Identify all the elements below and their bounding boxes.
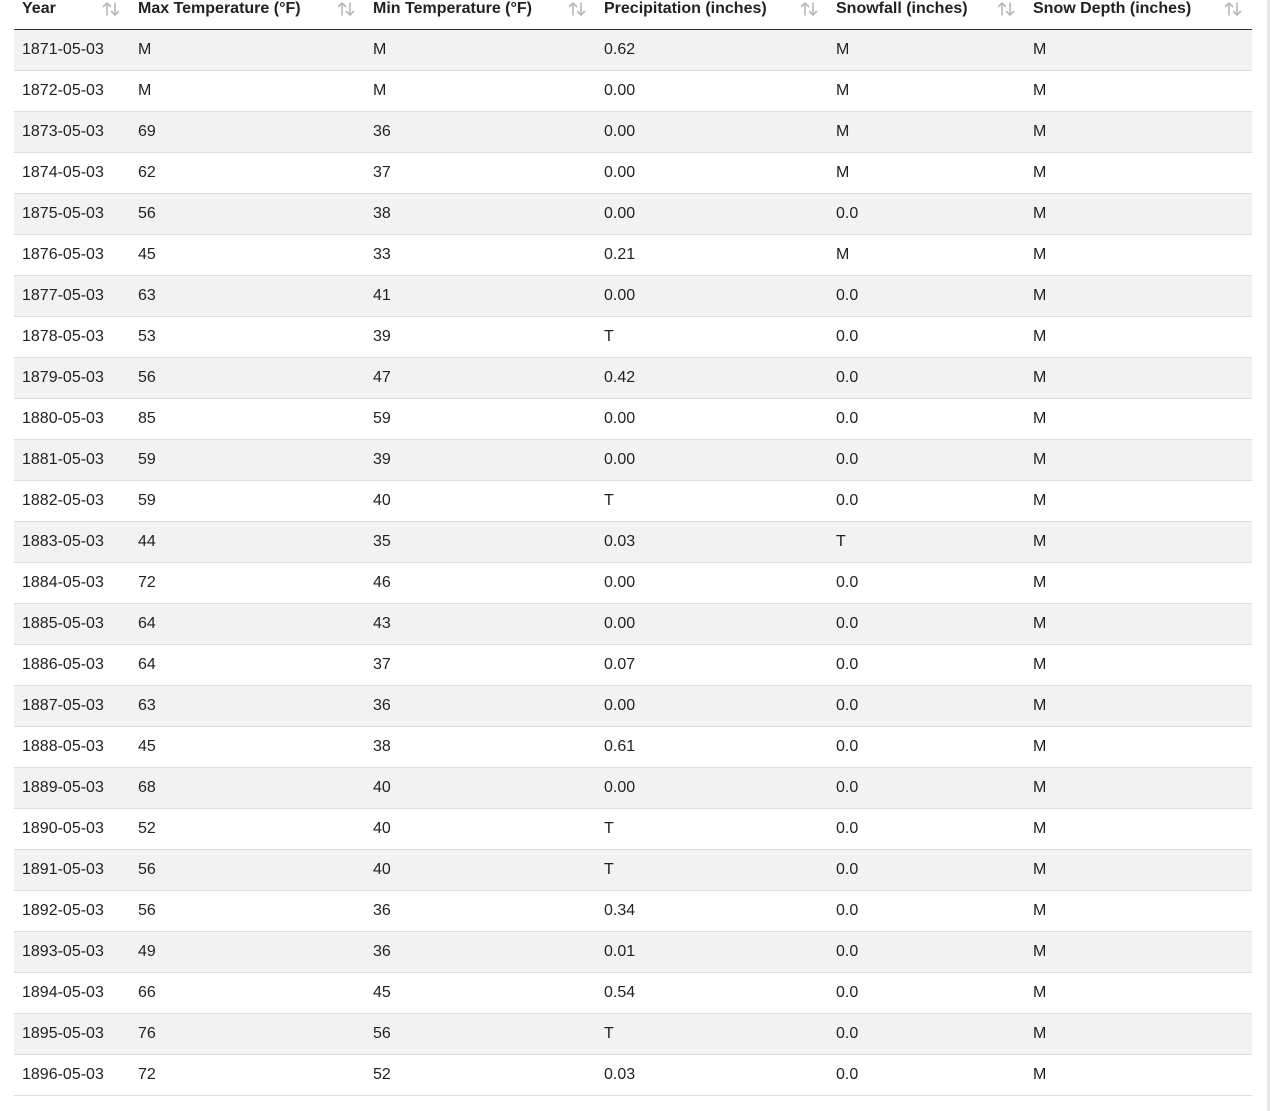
cell-snowfall: 0.0 bbox=[828, 972, 1025, 1013]
cell-precipitation: T bbox=[596, 1013, 828, 1054]
cell-max-temperature: 72 bbox=[130, 562, 365, 603]
cell-min-temperature: 37 bbox=[365, 152, 596, 193]
cell-snowfall: M bbox=[828, 234, 1025, 275]
table-header-row bbox=[14, 0, 1252, 29]
cell-min-temperature: 36 bbox=[365, 685, 596, 726]
cell-max-temperature: 85 bbox=[130, 398, 365, 439]
cell-year: 1888-05-03 bbox=[14, 726, 130, 767]
cell-max-temperature: 76 bbox=[130, 1013, 365, 1054]
cell-precipitation: 0.00 bbox=[596, 152, 828, 193]
column-header-label: Precipitation (inches) bbox=[604, 0, 767, 18]
sort-arrows-icon[interactable] bbox=[1224, 1, 1242, 17]
cell-snow-depth: M bbox=[1025, 972, 1252, 1013]
column-header-label: Snowfall (inches) bbox=[836, 0, 968, 18]
cell-precipitation: T bbox=[596, 316, 828, 357]
cell-max-temperature: 72 bbox=[130, 1054, 365, 1095]
cell-snow-depth: M bbox=[1025, 480, 1252, 521]
cell-min-temperature: 41 bbox=[365, 275, 596, 316]
cell-max-temperature: 68 bbox=[130, 767, 365, 808]
cell-precipitation: 0.03 bbox=[596, 1054, 828, 1095]
cell-precipitation: 0.00 bbox=[596, 439, 828, 480]
cell-min-temperature: M bbox=[365, 70, 596, 111]
cell-precipitation: 0.00 bbox=[596, 603, 828, 644]
cell-min-temperature: 43 bbox=[365, 603, 596, 644]
cell-precipitation: 0.03 bbox=[596, 521, 828, 562]
cell-snowfall: M bbox=[828, 29, 1025, 70]
cell-year: 1883-05-03 bbox=[14, 521, 130, 562]
column-header-max-temperature[interactable] bbox=[130, 0, 365, 29]
cell-snow-depth: M bbox=[1025, 1013, 1252, 1054]
cell-snowfall: 0.0 bbox=[828, 603, 1025, 644]
table-row bbox=[14, 111, 1252, 152]
cell-min-temperature: 40 bbox=[365, 808, 596, 849]
cell-year: 1878-05-03 bbox=[14, 316, 130, 357]
cell-snow-depth: M bbox=[1025, 603, 1252, 644]
cell-precipitation: T bbox=[596, 849, 828, 890]
cell-snow-depth: M bbox=[1025, 111, 1252, 152]
table-row bbox=[14, 972, 1252, 1013]
cell-precipitation: 0.00 bbox=[596, 111, 828, 152]
column-header-label: Year bbox=[22, 0, 56, 18]
table-row bbox=[14, 562, 1252, 603]
cell-snow-depth: M bbox=[1025, 685, 1252, 726]
cell-precipitation: 0.00 bbox=[596, 398, 828, 439]
cell-snow-depth: M bbox=[1025, 152, 1252, 193]
sort-arrows-icon[interactable] bbox=[337, 1, 355, 17]
cell-snowfall: 0.0 bbox=[828, 849, 1025, 890]
table-row bbox=[14, 931, 1252, 972]
cell-snowfall: M bbox=[828, 152, 1025, 193]
cell-snow-depth: M bbox=[1025, 767, 1252, 808]
cell-snowfall: 0.0 bbox=[828, 1013, 1025, 1054]
cell-year: 1873-05-03 bbox=[14, 111, 130, 152]
cell-max-temperature: 63 bbox=[130, 275, 365, 316]
cell-min-temperature: 36 bbox=[365, 890, 596, 931]
cell-max-temperature: 59 bbox=[130, 480, 365, 521]
cell-precipitation: 0.21 bbox=[596, 234, 828, 275]
table-row bbox=[14, 849, 1252, 890]
cell-max-temperature: 66 bbox=[130, 972, 365, 1013]
table-row bbox=[14, 480, 1252, 521]
column-header-precipitation[interactable] bbox=[596, 0, 828, 29]
table-row bbox=[14, 726, 1252, 767]
cell-snowfall: 0.0 bbox=[828, 480, 1025, 521]
cell-precipitation: 0.00 bbox=[596, 767, 828, 808]
table-row bbox=[14, 808, 1252, 849]
column-header-label: Snow Depth (inches) bbox=[1033, 0, 1192, 18]
cell-min-temperature: 35 bbox=[365, 521, 596, 562]
cell-year: 1884-05-03 bbox=[14, 562, 130, 603]
cell-snowfall: 0.0 bbox=[828, 562, 1025, 603]
cell-max-temperature: 52 bbox=[130, 808, 365, 849]
cell-snow-depth: M bbox=[1025, 29, 1252, 70]
table-row bbox=[14, 275, 1252, 316]
table-row bbox=[14, 439, 1252, 480]
cell-precipitation: 0.00 bbox=[596, 685, 828, 726]
table-row bbox=[14, 234, 1252, 275]
cell-snowfall: 0.0 bbox=[828, 275, 1025, 316]
cell-snow-depth: M bbox=[1025, 644, 1252, 685]
cell-precipitation: 0.07 bbox=[596, 644, 828, 685]
cell-snowfall: M bbox=[828, 111, 1025, 152]
cell-year: 1875-05-03 bbox=[14, 193, 130, 234]
table-row bbox=[14, 1013, 1252, 1054]
cell-snowfall: 0.0 bbox=[828, 316, 1025, 357]
cell-snowfall: 0.0 bbox=[828, 931, 1025, 972]
table-row bbox=[14, 685, 1252, 726]
sort-arrows-icon[interactable] bbox=[568, 1, 586, 17]
table-row bbox=[14, 316, 1252, 357]
column-header-snow-depth[interactable] bbox=[1025, 0, 1252, 29]
table-row bbox=[14, 398, 1252, 439]
cell-year: 1877-05-03 bbox=[14, 275, 130, 316]
column-header-label: Min Temperature (°F) bbox=[373, 0, 532, 18]
cell-snow-depth: M bbox=[1025, 357, 1252, 398]
cell-min-temperature: 40 bbox=[365, 480, 596, 521]
cell-min-temperature: 37 bbox=[365, 644, 596, 685]
cell-min-temperature: 39 bbox=[365, 439, 596, 480]
cell-snow-depth: M bbox=[1025, 726, 1252, 767]
cell-snowfall: 0.0 bbox=[828, 890, 1025, 931]
column-header-min-temperature[interactable] bbox=[365, 0, 596, 29]
cell-min-temperature: 33 bbox=[365, 234, 596, 275]
cell-year: 1894-05-03 bbox=[14, 972, 130, 1013]
cell-snow-depth: M bbox=[1025, 890, 1252, 931]
column-header-snowfall[interactable] bbox=[828, 0, 1025, 29]
cell-snow-depth: M bbox=[1025, 193, 1252, 234]
cell-year: 1882-05-03 bbox=[14, 480, 130, 521]
cell-snow-depth: M bbox=[1025, 931, 1252, 972]
cell-year: 1872-05-03 bbox=[14, 70, 130, 111]
cell-max-temperature: 56 bbox=[130, 849, 365, 890]
table-row bbox=[14, 767, 1252, 808]
column-header-year[interactable] bbox=[14, 0, 130, 29]
cell-max-temperature: 45 bbox=[130, 726, 365, 767]
cell-max-temperature: 44 bbox=[130, 521, 365, 562]
cell-precipitation: 0.00 bbox=[596, 193, 828, 234]
cell-max-temperature: 62 bbox=[130, 152, 365, 193]
cell-snowfall: 0.0 bbox=[828, 357, 1025, 398]
cell-snowfall: M bbox=[828, 70, 1025, 111]
cell-year: 1895-05-03 bbox=[14, 1013, 130, 1054]
cell-min-temperature: 56 bbox=[365, 1013, 596, 1054]
cell-min-temperature: M bbox=[365, 29, 596, 70]
cell-snow-depth: M bbox=[1025, 521, 1252, 562]
cell-year: 1896-05-03 bbox=[14, 1054, 130, 1095]
cell-year: 1891-05-03 bbox=[14, 849, 130, 890]
cell-max-temperature: 56 bbox=[130, 890, 365, 931]
cell-snowfall: 0.0 bbox=[828, 685, 1025, 726]
table-row bbox=[14, 29, 1252, 70]
sort-arrows-icon[interactable] bbox=[997, 1, 1015, 17]
cell-year: 1885-05-03 bbox=[14, 603, 130, 644]
cell-snowfall: 0.0 bbox=[828, 767, 1025, 808]
cell-precipitation: 0.61 bbox=[596, 726, 828, 767]
cell-precipitation: 0.34 bbox=[596, 890, 828, 931]
cell-min-temperature: 47 bbox=[365, 357, 596, 398]
cell-max-temperature: 56 bbox=[130, 193, 365, 234]
table-row bbox=[14, 70, 1252, 111]
cell-snow-depth: M bbox=[1025, 849, 1252, 890]
cell-min-temperature: 36 bbox=[365, 931, 596, 972]
cell-snowfall: 0.0 bbox=[828, 439, 1025, 480]
cell-precipitation: 0.54 bbox=[596, 972, 828, 1013]
cell-year: 1893-05-03 bbox=[14, 931, 130, 972]
cell-snowfall: 0.0 bbox=[828, 1054, 1025, 1095]
cell-min-temperature: 38 bbox=[365, 193, 596, 234]
cell-max-temperature: 49 bbox=[130, 931, 365, 972]
cell-snowfall: 0.0 bbox=[828, 193, 1025, 234]
cell-min-temperature: 40 bbox=[365, 767, 596, 808]
cell-min-temperature: 36 bbox=[365, 111, 596, 152]
cell-precipitation: 0.00 bbox=[596, 275, 828, 316]
cell-max-temperature: 45 bbox=[130, 234, 365, 275]
cell-year: 1892-05-03 bbox=[14, 890, 130, 931]
cell-max-temperature: 63 bbox=[130, 685, 365, 726]
cell-year: 1879-05-03 bbox=[14, 357, 130, 398]
cell-snow-depth: M bbox=[1025, 1054, 1252, 1095]
column-header-label: Max Temperature (°F) bbox=[138, 0, 301, 18]
cell-precipitation: 0.42 bbox=[596, 357, 828, 398]
weather-data-table bbox=[14, 0, 1252, 1096]
cell-snowfall: T bbox=[828, 521, 1025, 562]
table-row bbox=[14, 603, 1252, 644]
cell-max-temperature: 59 bbox=[130, 439, 365, 480]
cell-precipitation: 0.00 bbox=[596, 562, 828, 603]
cell-min-temperature: 38 bbox=[365, 726, 596, 767]
cell-snow-depth: M bbox=[1025, 275, 1252, 316]
cell-max-temperature: 64 bbox=[130, 644, 365, 685]
cell-year: 1881-05-03 bbox=[14, 439, 130, 480]
cell-year: 1876-05-03 bbox=[14, 234, 130, 275]
cell-year: 1871-05-03 bbox=[14, 29, 130, 70]
cell-year: 1880-05-03 bbox=[14, 398, 130, 439]
table-row bbox=[14, 890, 1252, 931]
table-row bbox=[14, 1054, 1252, 1095]
cell-max-temperature: 69 bbox=[130, 111, 365, 152]
cell-year: 1886-05-03 bbox=[14, 644, 130, 685]
cell-snow-depth: M bbox=[1025, 316, 1252, 357]
cell-precipitation: 0.62 bbox=[596, 29, 828, 70]
cell-min-temperature: 46 bbox=[365, 562, 596, 603]
cell-precipitation: 0.01 bbox=[596, 931, 828, 972]
cell-snow-depth: M bbox=[1025, 808, 1252, 849]
cell-max-temperature: 53 bbox=[130, 316, 365, 357]
cell-precipitation: T bbox=[596, 808, 828, 849]
table-header bbox=[14, 0, 1252, 29]
cell-snowfall: 0.0 bbox=[828, 644, 1025, 685]
cell-snowfall: 0.0 bbox=[828, 398, 1025, 439]
cell-snow-depth: M bbox=[1025, 562, 1252, 603]
cell-snowfall: 0.0 bbox=[828, 726, 1025, 767]
cell-snow-depth: M bbox=[1025, 234, 1252, 275]
table-row bbox=[14, 521, 1252, 562]
cell-max-temperature: 56 bbox=[130, 357, 365, 398]
table-body bbox=[14, 29, 1252, 1095]
sort-arrows-icon[interactable] bbox=[800, 1, 818, 17]
cell-max-temperature: M bbox=[130, 70, 365, 111]
table-row bbox=[14, 152, 1252, 193]
table-row bbox=[14, 193, 1252, 234]
cell-min-temperature: 39 bbox=[365, 316, 596, 357]
cell-precipitation: T bbox=[596, 480, 828, 521]
cell-snow-depth: M bbox=[1025, 439, 1252, 480]
cell-year: 1890-05-03 bbox=[14, 808, 130, 849]
cell-max-temperature: 64 bbox=[130, 603, 365, 644]
cell-snow-depth: M bbox=[1025, 70, 1252, 111]
cell-min-temperature: 40 bbox=[365, 849, 596, 890]
cell-year: 1887-05-03 bbox=[14, 685, 130, 726]
cell-year: 1889-05-03 bbox=[14, 767, 130, 808]
cell-precipitation: 0.00 bbox=[596, 70, 828, 111]
sort-arrows-icon[interactable] bbox=[102, 1, 120, 17]
cell-max-temperature: M bbox=[130, 29, 365, 70]
cell-min-temperature: 52 bbox=[365, 1054, 596, 1095]
cell-min-temperature: 59 bbox=[365, 398, 596, 439]
cell-year: 1874-05-03 bbox=[14, 152, 130, 193]
cell-snowfall: 0.0 bbox=[828, 808, 1025, 849]
table-row bbox=[14, 644, 1252, 685]
cell-min-temperature: 45 bbox=[365, 972, 596, 1013]
cell-snow-depth: M bbox=[1025, 398, 1252, 439]
table-row bbox=[14, 357, 1252, 398]
